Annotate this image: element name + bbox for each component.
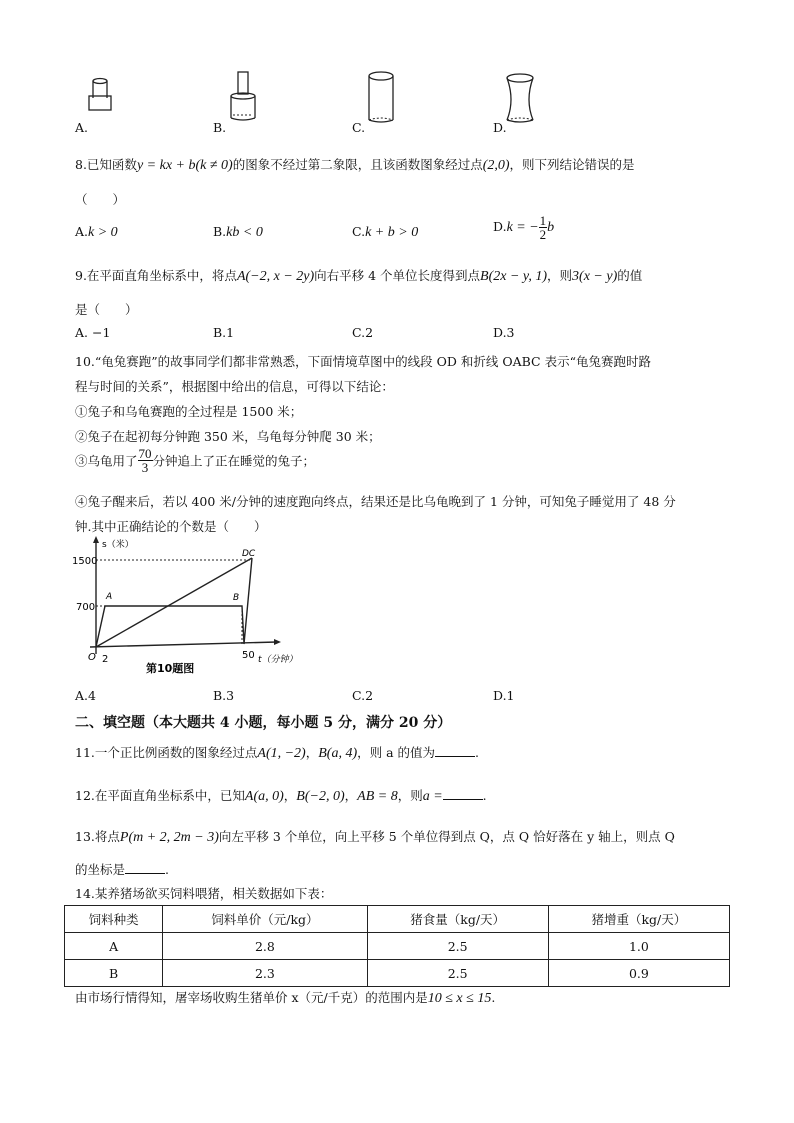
q13-prefix: 13.将点 [75,829,120,844]
q9-option-c: C.2 [352,325,374,340]
q11-sep: ， [305,745,319,760]
q8-option-a [75,224,118,241]
q13-line2-text: 的坐标是 [75,862,126,877]
tick-x-50: 50 [242,650,255,661]
q12 [75,786,487,805]
q10-line2: 程与时间的关系”，根据图中给出的信息，可得以下结论： [75,379,394,394]
q7-option-a: A. [75,120,89,135]
table-cell: 2.5 [367,960,548,987]
q8-option-c-label: C. [352,224,366,239]
q12-point-a: A(a, 0) [244,789,284,804]
q12-then: ，则 [397,788,423,803]
q9-prefix: 9.在平面直角坐标系中，将点 [75,268,237,283]
q8-option-d-label: D. [493,219,507,234]
q8-stem [75,155,635,174]
q11-answer-blank[interactable] [435,744,475,757]
q11 [75,743,479,762]
q9-stem [75,266,642,285]
tick-y-700: 700 [76,602,96,613]
table-cell: 2.3 [163,960,367,987]
q10-conclusion-4-line1: ④兔子醒来后，若以 400 米/分钟的速度跑向终点，结果还是比乌龟晚到了 1 分钟，可知兔子睡觉用了 48 分 [75,494,676,509]
q11-end: . [475,745,480,760]
q10-c3-prefix: ③乌龟用了 [75,453,138,469]
q9-end: 的值 [617,268,643,283]
figure-c-icon [364,70,398,126]
q8-option-d [493,214,554,241]
table-header-cell: 猪增重（kg/天） [548,906,729,933]
x-axis-label: t（分钟） [258,655,298,665]
q8-prefix: 8.已知函数 [75,157,137,172]
x-axis [90,642,277,647]
q10-line1: 10.“龟兔赛跑”的故事同学们都非常熟悉，下面情境草图中的线段 OD 和折线 OABC 表示“龟兔赛跑时路 [75,354,651,369]
frac-denominator: 3 [141,460,149,475]
q12-end: . [482,788,487,803]
q8-option-c-expr: k + b > 0 [365,225,419,240]
q8-suffix: ，则下列结论错误的是 [509,157,635,172]
section-2-heading: 二、填空题（本大题共 4 小题，每小题 5 分，满分 20 分） [75,715,452,731]
q11-point-a: A(1, −2) [257,746,306,761]
origin-label: O [88,652,96,663]
q12-point-b: B(−2, 0) [296,789,345,804]
q12-answer-blank[interactable] [443,787,483,800]
line-od [96,558,252,647]
figure-b-icon [226,70,260,122]
q14-after [75,988,495,1007]
q12-sep2: ， [344,788,358,803]
q10-conclusion-3 [75,447,315,474]
q10-conclusion-2: ②兔子在起初每分钟跑 350 米，乌龟每分钟爬 30 米； [75,429,381,444]
q13-end: . [165,862,169,877]
frac-denominator: 2 [539,227,547,242]
q14-range: 10 ≤ x ≤ 15 [427,991,492,1006]
q8-option-a-label: A. [75,224,89,239]
q12-ab: AB = 8 [357,789,398,804]
table-header-cell: 猪食量（kg/天） [367,906,548,933]
x-axis-arrow [274,639,281,645]
q8-option-b-label: B. [213,224,227,239]
feed-table [64,905,730,987]
q9-then: ，则 [547,268,573,283]
frac-numerator: 1 [539,213,547,228]
q8-option-d-fraction [539,214,548,241]
q8-option-b [213,224,263,241]
q8-option-a-expr: k > 0 [88,225,118,240]
q12-sep: ， [283,788,297,803]
q8-point: (2,0) [482,158,510,173]
q8-option-b-expr: kb < 0 [226,225,263,240]
q7-option-d: D. [493,120,507,135]
q14-end: . [491,990,496,1005]
q9-line2: 是（ ） [75,302,138,317]
q13-answer-blank[interactable] [125,861,165,874]
y-axis-label: s（米） [102,540,134,550]
table-cell: A [65,933,163,960]
table-header-cell: 饲料单价（元/kg） [163,906,367,933]
q12-a-eq: a = [422,789,443,804]
q13 [75,827,675,846]
graph-caption: 第10题图 [146,662,195,675]
table-cell: B [65,960,163,987]
table-header-cell: 饲料种类 [65,906,163,933]
q10-c3-suffix: 分钟追上了正在睡觉的兔子； [152,453,316,469]
q8-function: y = kx + b(k ≠ 0) [136,158,233,173]
q10-option-d: D.1 [493,688,515,703]
table-header-row [65,906,730,933]
table-row [65,933,730,960]
q10-graph [72,534,304,678]
q11-point-b: B(a, 4) [318,746,358,761]
q9-point-a: A(−2, x − 2y) [236,269,315,284]
point-a-label: A [106,592,113,602]
q13-line2 [75,860,169,878]
frac-numerator: 70 [138,446,152,461]
q8-option-d-left: k = − [506,220,539,235]
q9-point-b: B(2x − y, 1) [480,269,548,284]
q13-mid: 向左平移 3 个单位，向上平移 5 个单位得到点 Q，点 Q 恰好落在 y 轴上，则点 Q [218,829,675,844]
tick-y-1500: 1500 [72,556,98,567]
q10-option-b: B.3 [213,688,235,703]
q8-option-d-right: b [547,220,555,235]
q10-option-a: A.4 [75,688,96,703]
tick-x-2: 2 [102,654,109,665]
q11-suffix: ，则 a 的值为 [357,745,436,760]
q11-prefix: 11.一个正比例函数的图象经过点 [75,745,258,760]
q9-mid: 向右平移 4 个单位长度得到点 [314,268,481,283]
table-cell: 2.8 [163,933,367,960]
q10-conclusion-1: ①兔子和乌龟赛跑的全过程是 1500 米； [75,404,303,419]
q13-point: P(m + 2, 2m − 3) [119,830,219,845]
q7-option-b: B. [213,120,227,135]
point-dc-label: DC [242,549,256,559]
q8-mid: 的图象不经过第二象限，且该函数图象经过点 [232,157,483,172]
q10-conclusion-4-line2: 钟.其中正确结论的个数是（ ） [75,519,267,534]
q14-stem: 14.某养猪场欲买饲料喂猪，相关数据如下表： [75,886,333,901]
q8-paren: （ ） [75,192,126,207]
table-cell: 2.5 [367,933,548,960]
point-b-label: B [233,593,240,603]
q8-option-c [352,224,418,241]
q9-option-a: A. −1 [75,325,111,340]
q9-expr: 3(x − y) [572,269,618,284]
q9-option-b: B.1 [213,325,235,340]
q14-after-text: 由市场行情得知，屠宰场收购生猪单价 x（元/千克）的范围内是 [75,990,428,1005]
q9-option-d: D.3 [493,325,515,340]
q10-option-c: C.2 [352,688,374,703]
q7-option-c: C. [352,120,366,135]
q12-prefix: 12.在平面直角坐标系中，已知 [75,788,245,803]
figure-d-icon [502,72,538,126]
table-cell: 1.0 [548,933,729,960]
figure-a-icon [85,76,115,120]
table-row [65,960,730,987]
y-axis-arrow [93,536,99,543]
q10-c3-fraction [138,447,153,474]
table-cell: 0.9 [548,960,729,987]
